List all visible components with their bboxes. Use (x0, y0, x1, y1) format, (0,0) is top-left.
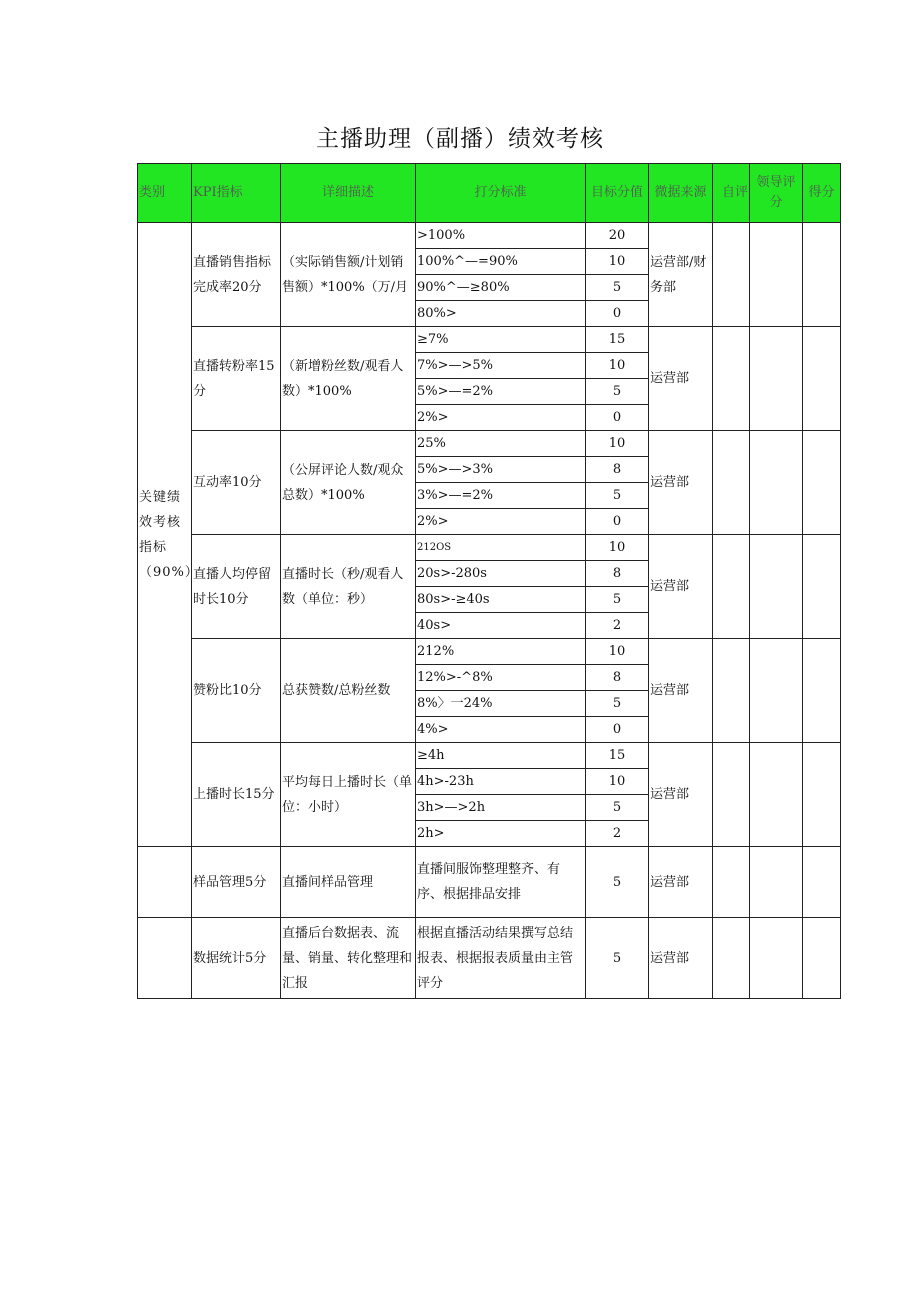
header-score: 得分 (803, 164, 841, 223)
data-source: 运营部 (649, 918, 713, 999)
scoring-standard: 5%>—>3% (416, 457, 586, 483)
data-source: 运营部 (649, 535, 713, 639)
score-cell[interactable] (803, 639, 841, 743)
kpi-name: 直播转粉率15分 (192, 327, 281, 431)
target-score: 8 (586, 665, 649, 691)
scoring-standard: 100%^—=90% (416, 249, 586, 275)
header-leader-eval: 领导评分 (750, 164, 803, 223)
self-eval-cell[interactable] (713, 918, 750, 999)
header-scoring: 打分标准 (416, 164, 586, 223)
kpi-description: 总获赞数/总粉丝数 (281, 639, 416, 743)
data-source: 运营部 (649, 743, 713, 847)
target-score: 20 (586, 223, 649, 249)
target-score: 0 (586, 301, 649, 327)
target-score: 15 (586, 327, 649, 353)
target-score: 0 (586, 509, 649, 535)
table-row (138, 431, 841, 457)
kpi-name: 直播销售指标完成率20分 (192, 223, 281, 327)
data-source: 运营部/财务部 (649, 223, 713, 327)
kpi-table (137, 163, 841, 999)
target-score: 8 (586, 561, 649, 587)
target-score: 15 (586, 743, 649, 769)
target-score: 10 (586, 249, 649, 275)
leader-eval-cell[interactable] (750, 327, 803, 431)
score-cell[interactable] (803, 327, 841, 431)
self-eval-cell[interactable] (713, 639, 750, 743)
table-row (138, 223, 841, 249)
kpi-name: 赞粉比10分 (192, 639, 281, 743)
header-kpi: KPI指标 (192, 164, 281, 223)
kpi-description: 直播后台数据表、流量、销量、转化整理和汇报 (281, 918, 416, 999)
kpi-description: （公屏评论人数/观众总数）*100% (281, 431, 416, 535)
scoring-standard: >100% (416, 223, 586, 249)
self-eval-cell[interactable] (713, 223, 750, 327)
table-row (138, 918, 841, 999)
scoring-standard: 7%>—>5% (416, 353, 586, 379)
scoring-standard: 25% (416, 431, 586, 457)
data-source: 运营部 (649, 847, 713, 918)
scoring-standard: 12%>-^8% (416, 665, 586, 691)
target-score: 10 (586, 353, 649, 379)
scoring-standard: ≥7% (416, 327, 586, 353)
self-eval-cell[interactable] (713, 535, 750, 639)
kpi-name: 样品管理5分 (192, 847, 281, 918)
leader-eval-cell[interactable] (750, 918, 803, 999)
score-cell[interactable] (803, 223, 841, 327)
kpi-name: 数据统计5分 (192, 918, 281, 999)
target-score: 2 (586, 821, 649, 847)
scoring-standard: 3h>—>2h (416, 795, 586, 821)
kpi-name: 互动率10分 (192, 431, 281, 535)
scoring-standard: 80s>-≥40s (416, 587, 586, 613)
target-score: 5 (586, 795, 649, 821)
table-row (138, 535, 841, 561)
score-cell[interactable] (803, 918, 841, 999)
target-score: 5 (586, 275, 649, 301)
leader-eval-cell[interactable] (750, 535, 803, 639)
leader-eval-cell[interactable] (750, 431, 803, 535)
target-score: 2 (586, 613, 649, 639)
self-eval-cell[interactable] (713, 847, 750, 918)
target-score: 5 (586, 483, 649, 509)
table-row (138, 847, 841, 918)
score-cell[interactable] (803, 535, 841, 639)
category-cell: 关键绩效考核指标（90%） (138, 223, 192, 847)
data-source: 运营部 (649, 639, 713, 743)
scoring-standard: 90%^—≥80% (416, 275, 586, 301)
target-score: 5 (586, 918, 649, 999)
scoring-standard: 2h> (416, 821, 586, 847)
kpi-description: 平均每日上播时长（单位：小时） (281, 743, 416, 847)
kpi-description: 直播间样品管理 (281, 847, 416, 918)
kpi-description: （实际销售额/计划销售额）*100%（万/月 (281, 223, 416, 327)
target-score: 0 (586, 717, 649, 743)
table-row (138, 743, 841, 769)
scoring-standard: 2%> (416, 405, 586, 431)
scoring-standard: 3%>—=2% (416, 483, 586, 509)
target-score: 5 (586, 587, 649, 613)
scoring-standard: 根据直播活动结果撰写总结报表、根据报表质量由主管评分 (416, 918, 586, 999)
leader-eval-cell[interactable] (750, 223, 803, 327)
header-self-eval: 自评 (713, 164, 750, 223)
target-score: 5 (586, 379, 649, 405)
leader-eval-cell[interactable] (750, 743, 803, 847)
leader-eval-cell[interactable] (750, 847, 803, 918)
target-score: 0 (586, 405, 649, 431)
header-description: 详细描述 (281, 164, 416, 223)
scoring-standard: 80%> (416, 301, 586, 327)
leader-eval-cell[interactable] (750, 639, 803, 743)
scoring-standard: 4%> (416, 717, 586, 743)
score-cell[interactable] (803, 847, 841, 918)
category-cell-empty (138, 918, 192, 999)
header-source: 微据来源 (649, 164, 713, 223)
scoring-standard: 212OS (416, 535, 586, 561)
data-source: 运营部 (649, 431, 713, 535)
table-row (138, 639, 841, 665)
category-cell-empty (138, 847, 192, 918)
scoring-standard: 直播间服饰整理整齐、有序、根据排品安排 (416, 847, 586, 918)
kpi-description: （新增粉丝数/观看人数）*100% (281, 327, 416, 431)
scoring-standard: ≥4h (416, 743, 586, 769)
target-score: 5 (586, 691, 649, 717)
target-score: 5 (586, 847, 649, 918)
kpi-name: 上播时长15分 (192, 743, 281, 847)
header-target: 目标分值 (586, 164, 649, 223)
page-title: 主播助理（副播）绩效考核 (316, 126, 604, 152)
target-score: 10 (586, 639, 649, 665)
scoring-standard: 4h>-23h (416, 769, 586, 795)
target-score: 10 (586, 431, 649, 457)
score-cell[interactable] (803, 431, 841, 535)
scoring-standard: 212% (416, 639, 586, 665)
target-score: 8 (586, 457, 649, 483)
self-eval-cell[interactable] (713, 431, 750, 535)
table-row (138, 327, 841, 353)
data-source: 运营部 (649, 327, 713, 431)
scoring-standard: 2%> (416, 509, 586, 535)
scoring-standard: 5%>—=2% (416, 379, 586, 405)
kpi-description: 直播时长（秒/观看人数（单位：秒） (281, 535, 416, 639)
self-eval-cell[interactable] (713, 743, 750, 847)
scoring-standard: 20s>-280s (416, 561, 586, 587)
target-score: 10 (586, 535, 649, 561)
header-category: 类别 (138, 164, 192, 223)
self-eval-cell[interactable] (713, 327, 750, 431)
score-cell[interactable] (803, 743, 841, 847)
kpi-name: 直播人均停留时长10分 (192, 535, 281, 639)
scoring-standard: 8%〉一24% (416, 691, 586, 717)
scoring-standard: 40s> (416, 613, 586, 639)
target-score: 10 (586, 769, 649, 795)
